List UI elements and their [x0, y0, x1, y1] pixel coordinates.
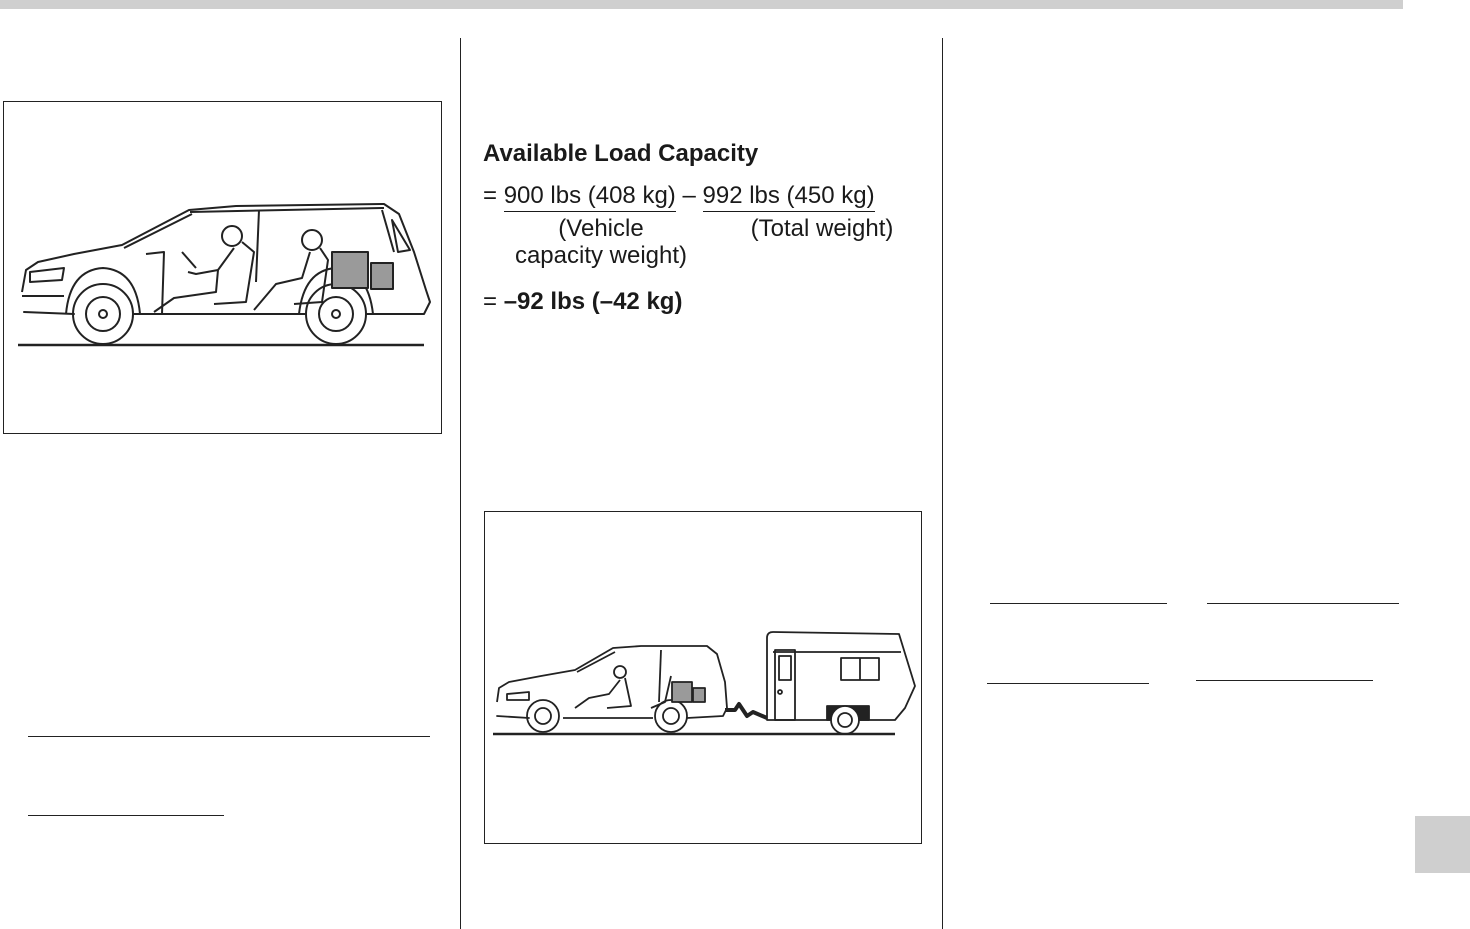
vehicle-cutaway-illustration [4, 102, 443, 435]
equals-sign: = [483, 182, 498, 209]
capacity-weight-caption [501, 215, 701, 269]
minus-sign: – [682, 182, 696, 209]
formula-equation [483, 182, 875, 210]
rule-line [28, 815, 224, 816]
formula-heading: Available Load Capacity [483, 140, 759, 167]
header-bar [0, 0, 1403, 9]
capacity-weight-value: 900 lbs (408 kg) [504, 182, 676, 212]
trailer-towing-illustration [485, 512, 923, 845]
column-divider-right [942, 38, 943, 929]
caption-line: capacity weight) [514, 242, 688, 269]
rule-line [1207, 603, 1399, 604]
rule-line [28, 736, 430, 737]
equals-sign: = [483, 288, 498, 315]
total-weight-caption: (Total weight) [750, 215, 894, 242]
formula-result [483, 288, 682, 316]
section-tab [1415, 816, 1470, 873]
rule-line [1196, 680, 1373, 681]
vehicle-load-figure [3, 101, 442, 434]
total-weight-value: 992 lbs (450 kg) [703, 182, 875, 212]
result-value: –92 lbs (–42 kg) [503, 288, 683, 315]
caption-line: (Vehicle [558, 215, 644, 242]
rule-line [987, 683, 1149, 684]
rule-line [990, 603, 1167, 604]
trailer-towing-figure [484, 511, 922, 844]
column-divider-left [460, 38, 461, 929]
